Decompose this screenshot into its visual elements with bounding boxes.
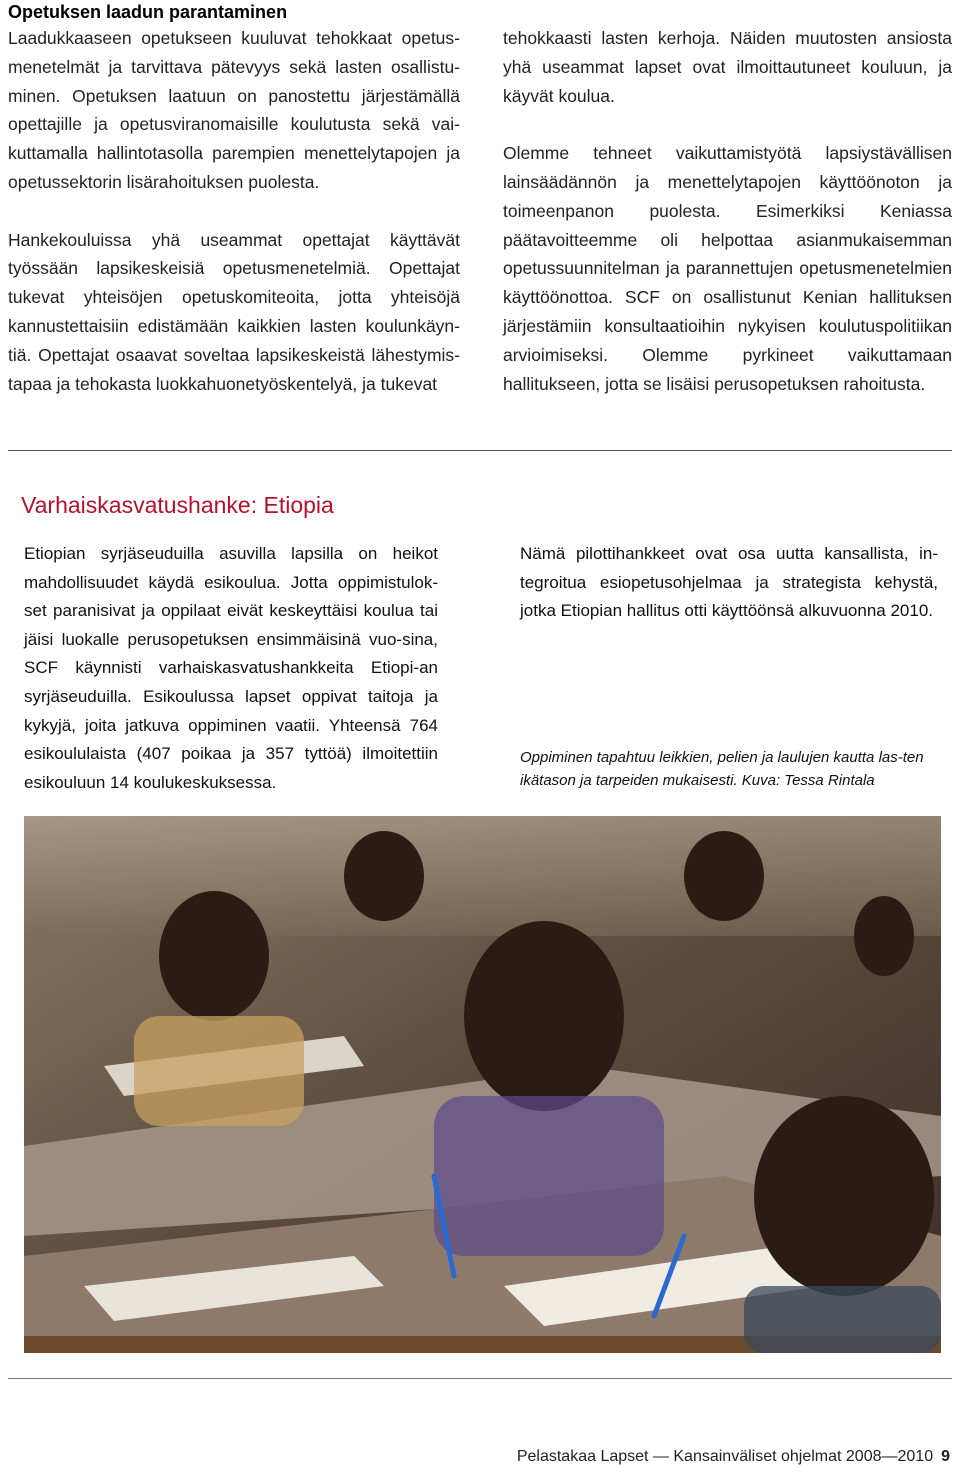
box-title: Varhaiskasvatushanke: Etiopia xyxy=(21,492,334,518)
footer-text: Pelastakaa Lapset — Kansainväliset ohjelmat 2008—2010 xyxy=(516,1448,934,1465)
right-column xyxy=(503,24,952,427)
section-heading: Opetuksen laadun parantaminen xyxy=(8,2,288,22)
page-number: 9 xyxy=(941,1448,950,1465)
paragraph: Laadukkaaseen opetukseen kuuluvat tehokkaat opetus-menetelmät ja tarvittava pätevyys sekä lasten osallistu-minen. Opetuksen laatuun on panostettu järjestämällä opettajille ja opetusviranomaisille koulutusta sekä vai-kuttamalla hallintotasolla parempien menettelytapojen ja opetussektorin lisärahoituksen puolesta. xyxy=(8,28,460,192)
divider xyxy=(8,450,952,451)
paragraph: tehokkaasti lasten kerhoja. Näiden muutosten ansiosta yhä useammat lapset ovat ilmoittautuneet kouluun, ja käyvät koulua. xyxy=(503,28,952,106)
photo-caption: Oppiminen tapahtuu leikkien, pelien ja laulujen kautta las-ten ikätason ja tarpeiden mukaisesti. Kuva: Tessa Rintala xyxy=(520,749,924,789)
left-column xyxy=(8,0,460,427)
classroom-photo xyxy=(24,816,941,1353)
page-footer xyxy=(517,1448,950,1466)
divider xyxy=(8,1378,952,1379)
box-left-text: Etiopian syrjäseuduilla asuvilla lapsilla on heikot mahdollisuudet käydä esikoulua. Jotta oppimistulok-set paranisivat ja oppilaat eivät keskeyttäisi koulua tai jäisi luokalle perusopetuksen ensimmäisinä vuo-sina, SCF käynnisti varhaiskasvatushankkeita Etiopi-an syrjäseuduilla. Esikoulussa lapset oppivat taitoja ja kykyjä, joita jatkuva oppiminen vaatii. Yhteensä 764 esikoululaista (407 poikaa ja 357 tyttöä) ilmoitettiin esikouluun 14 koulukeskuksessa. xyxy=(24,544,438,792)
paragraph: Olemme tehneet vaikuttamistyötä lapsiystävällisen lainsäädännön ja menettelytapojen käyttöönoton ja toimeenpanon puolesta. Esimerkiksi Keniassa päätavoitteemme oli helpottaa asianmukaisemman opetussuunnitelman ja parannettujen opetusmenetelmien käyttöönottoa. SCF on osallistunut Kenian hallituksen järjestämiin konsultaatioihin nykyisen koulutuspolitiikan arvioimiseksi. Olemme pyrkineet vaikuttamaan hallitukseen, jotta se lisäisi perusopetuksen rahoitusta. xyxy=(503,143,952,394)
paragraph: Hankekouluissa yhä useammat opettajat käyttävät työssään lapsikeskeisiä opetusmenetelmiä. Opettajat tukevat yhteisöjen opetuskomiteoita, jotta yhteisöjä kannustettaisiin edistämään kaikkien lasten koulunkäyn-tiä. Opettajat osaavat soveltaa lapsikeskeistä lähestymis-tapaa ja tehokasta luokkahuonetyöskentelyä, ja tukevat xyxy=(8,229,460,394)
classroom-photo-illustration xyxy=(24,816,941,1353)
box-right-text: Nämä pilottihankkeet ovat osa uutta kansallista, in-tegroitua esiopetusohjelmaa ja strategista kehystä, jotka Etiopian hallitus otti käyttöönsä alkuvuonna 2010. xyxy=(520,544,938,621)
